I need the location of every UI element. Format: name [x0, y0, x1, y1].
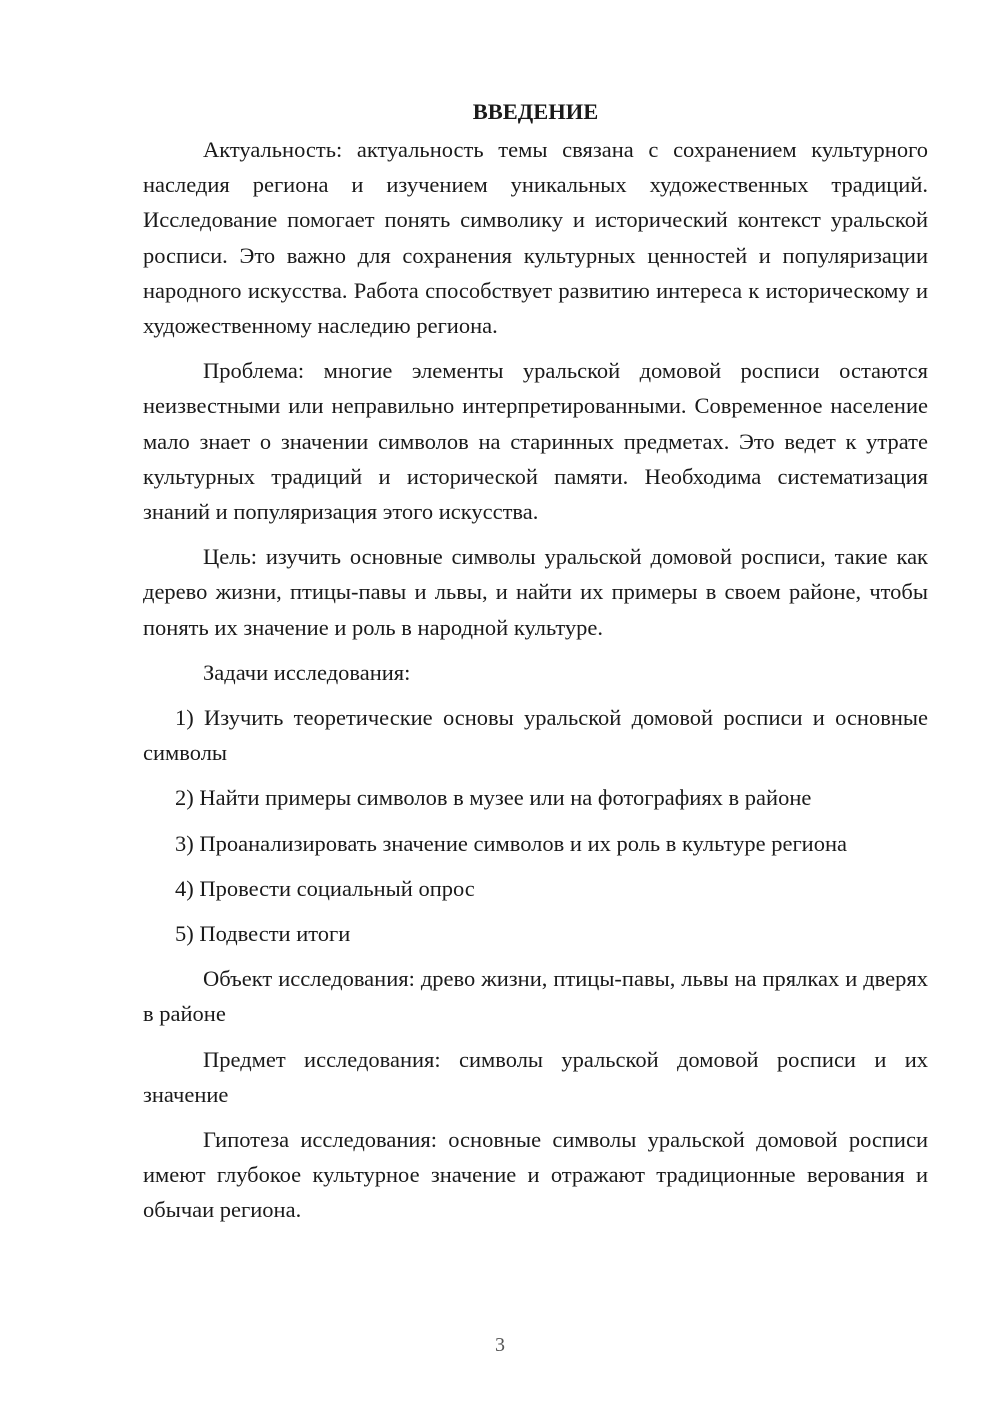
document-page	[143, 92, 928, 1238]
subject-paragraph: Предмет исследования: символы уральской домовой росписи и их значение	[143, 1046, 928, 1107]
task-item: 2) Найти примеры символов в музее или на фотографиях в районе	[175, 785, 812, 811]
task-item: 1) Изучить теоретические основы уральской домовой росписи и основные символы	[143, 705, 928, 766]
section-title: ВВЕДЕНИЕ	[472, 99, 599, 124]
tasks-heading: Задачи исследования:	[203, 659, 411, 685]
tasks-list	[143, 700, 928, 951]
goal-paragraph: Цель: изучить основные символы уральской домовой росписи, такие как дерево жизни, птицы-павы и львы, и найти их примеры в своем районе, чтобы понять их значение и роль в народной культуре.	[143, 544, 928, 640]
task-item: 4) Провести социальный опрос	[175, 875, 475, 901]
object-paragraph: Объект исследования: древо жизни, птицы-павы, львы на прялках и дверях в районе	[143, 966, 928, 1027]
page-number: 3	[495, 1334, 505, 1356]
hypothesis-paragraph: Гипотеза исследования: основные символы уральской домовой росписи имеют глубокое культурное значение и отражают традиционные верования и обычаи региона.	[143, 1127, 928, 1223]
relevance-paragraph: Актуальность: актуальность темы связана с сохранением культурного наследия региона и изучением уникальных художественных традиций. Исследование помогает понять символику и исторический контекст уральской росписи. Это важно для сохранения культурных ценностей и популяризации народного искусства. Работа способствует развитию интереса к историческому и художественному наследию региона.	[143, 137, 928, 339]
problem-paragraph: Проблема: многие элементы уральской домовой росписи остаются неизвестными или неправильно интерпретированными. Современное население мало знает о значении символов на старинных предметах. Это ведет к утрате культурных традиций и исторической памяти. Необходима систематизация знаний и популяризация этого искусства.	[143, 358, 928, 525]
task-item: 3) Проанализировать значение символов и их роль в культуре региона	[175, 830, 847, 856]
task-item: 5) Подвести итоги	[175, 921, 351, 947]
